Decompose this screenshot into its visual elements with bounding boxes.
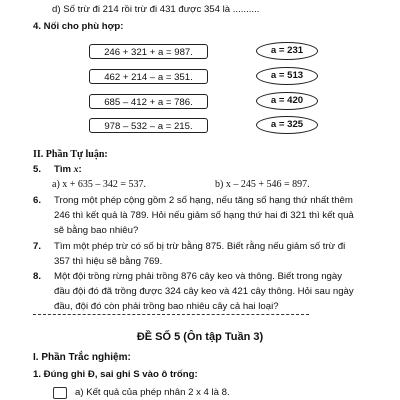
section-2-title: II. Phần Tự luận: [33, 149, 108, 160]
answer-oval-2: a = 513 [256, 67, 318, 85]
question-5a: a) x + 635 – 342 = 537. [52, 179, 147, 190]
question-5b: b) x – 245 + 546 = 897. [215, 179, 310, 190]
question-5-variable: x [73, 164, 79, 175]
question-1-title: 1. Đúng ghi Đ, sai ghi S vào ô trống: [33, 369, 198, 380]
equation-box-2: 462 + 214 – a = 351. [89, 69, 208, 84]
equation-box-1: 246 + 321 + a = 987. [89, 44, 208, 59]
exam-5-title: ĐỀ SỐ 5 (Ôn tập Tuần 3) [136, 331, 264, 343]
section-1-title: I. Phần Trắc nghiệm: [33, 352, 131, 363]
question-6-number: 6. [33, 195, 42, 206]
question-8-line-3: đầu, đội đó còn phải trồng bao nhiêu cây cả hai loại? [54, 301, 279, 312]
question-6-line-1: Trong một phép cộng gồm 2 số hạng, nếu tăng số hạng thứ nhất thêm [54, 195, 353, 206]
question-7-line-2: 357 thì hiệu sẽ bằng 769. [54, 256, 163, 267]
question-8-number: 8. [33, 271, 42, 282]
question-5-number: 5. [33, 164, 42, 175]
equation-box-3: 685 – 412 + a = 786. [89, 94, 208, 109]
equation-box-4: 978 – 532 – a = 215. [89, 118, 208, 133]
question-8-line-1: Một đội trồng rừng phải trồng 876 cây keo và thông. Biết trong ngày [54, 271, 343, 282]
question-7-line-1: Tìm một phép trừ có số bị trừ bằng 875. Biết rằng nếu giảm số trừ đi [54, 241, 346, 252]
question-5-colon: : [78, 164, 82, 175]
question-5-label: Tìm [54, 164, 74, 175]
question-5-title [54, 164, 82, 176]
question-4d: d) Số trừ đi 214 rồi trừ đi 431 được 354 là .......... [52, 4, 260, 15]
question-4-title: 4. Nối cho phù hợp: [33, 21, 124, 32]
dashed-divider [33, 314, 309, 315]
answer-oval-1: a = 231 [256, 42, 318, 60]
question-8-line-2: đầu đội đó đã trồng được 324 cây keo và 421 cây thông. Hỏi sau ngày [54, 286, 354, 297]
question-6-line-3: sẽ bằng bao nhiêu? [54, 225, 139, 236]
answer-checkbox[interactable] [53, 387, 67, 399]
answer-oval-4: a = 325 [256, 116, 318, 134]
question-6-line-2: 246 thì kết quả là 789. Hỏi nếu giảm số hạng thứ hai đi 321 thì kết quả [54, 210, 354, 221]
question-1a: a) Kết quả của phép nhân 2 x 4 là 8. [75, 387, 230, 398]
question-7-number: 7. [33, 241, 42, 252]
answer-oval-3: a = 420 [256, 92, 318, 110]
